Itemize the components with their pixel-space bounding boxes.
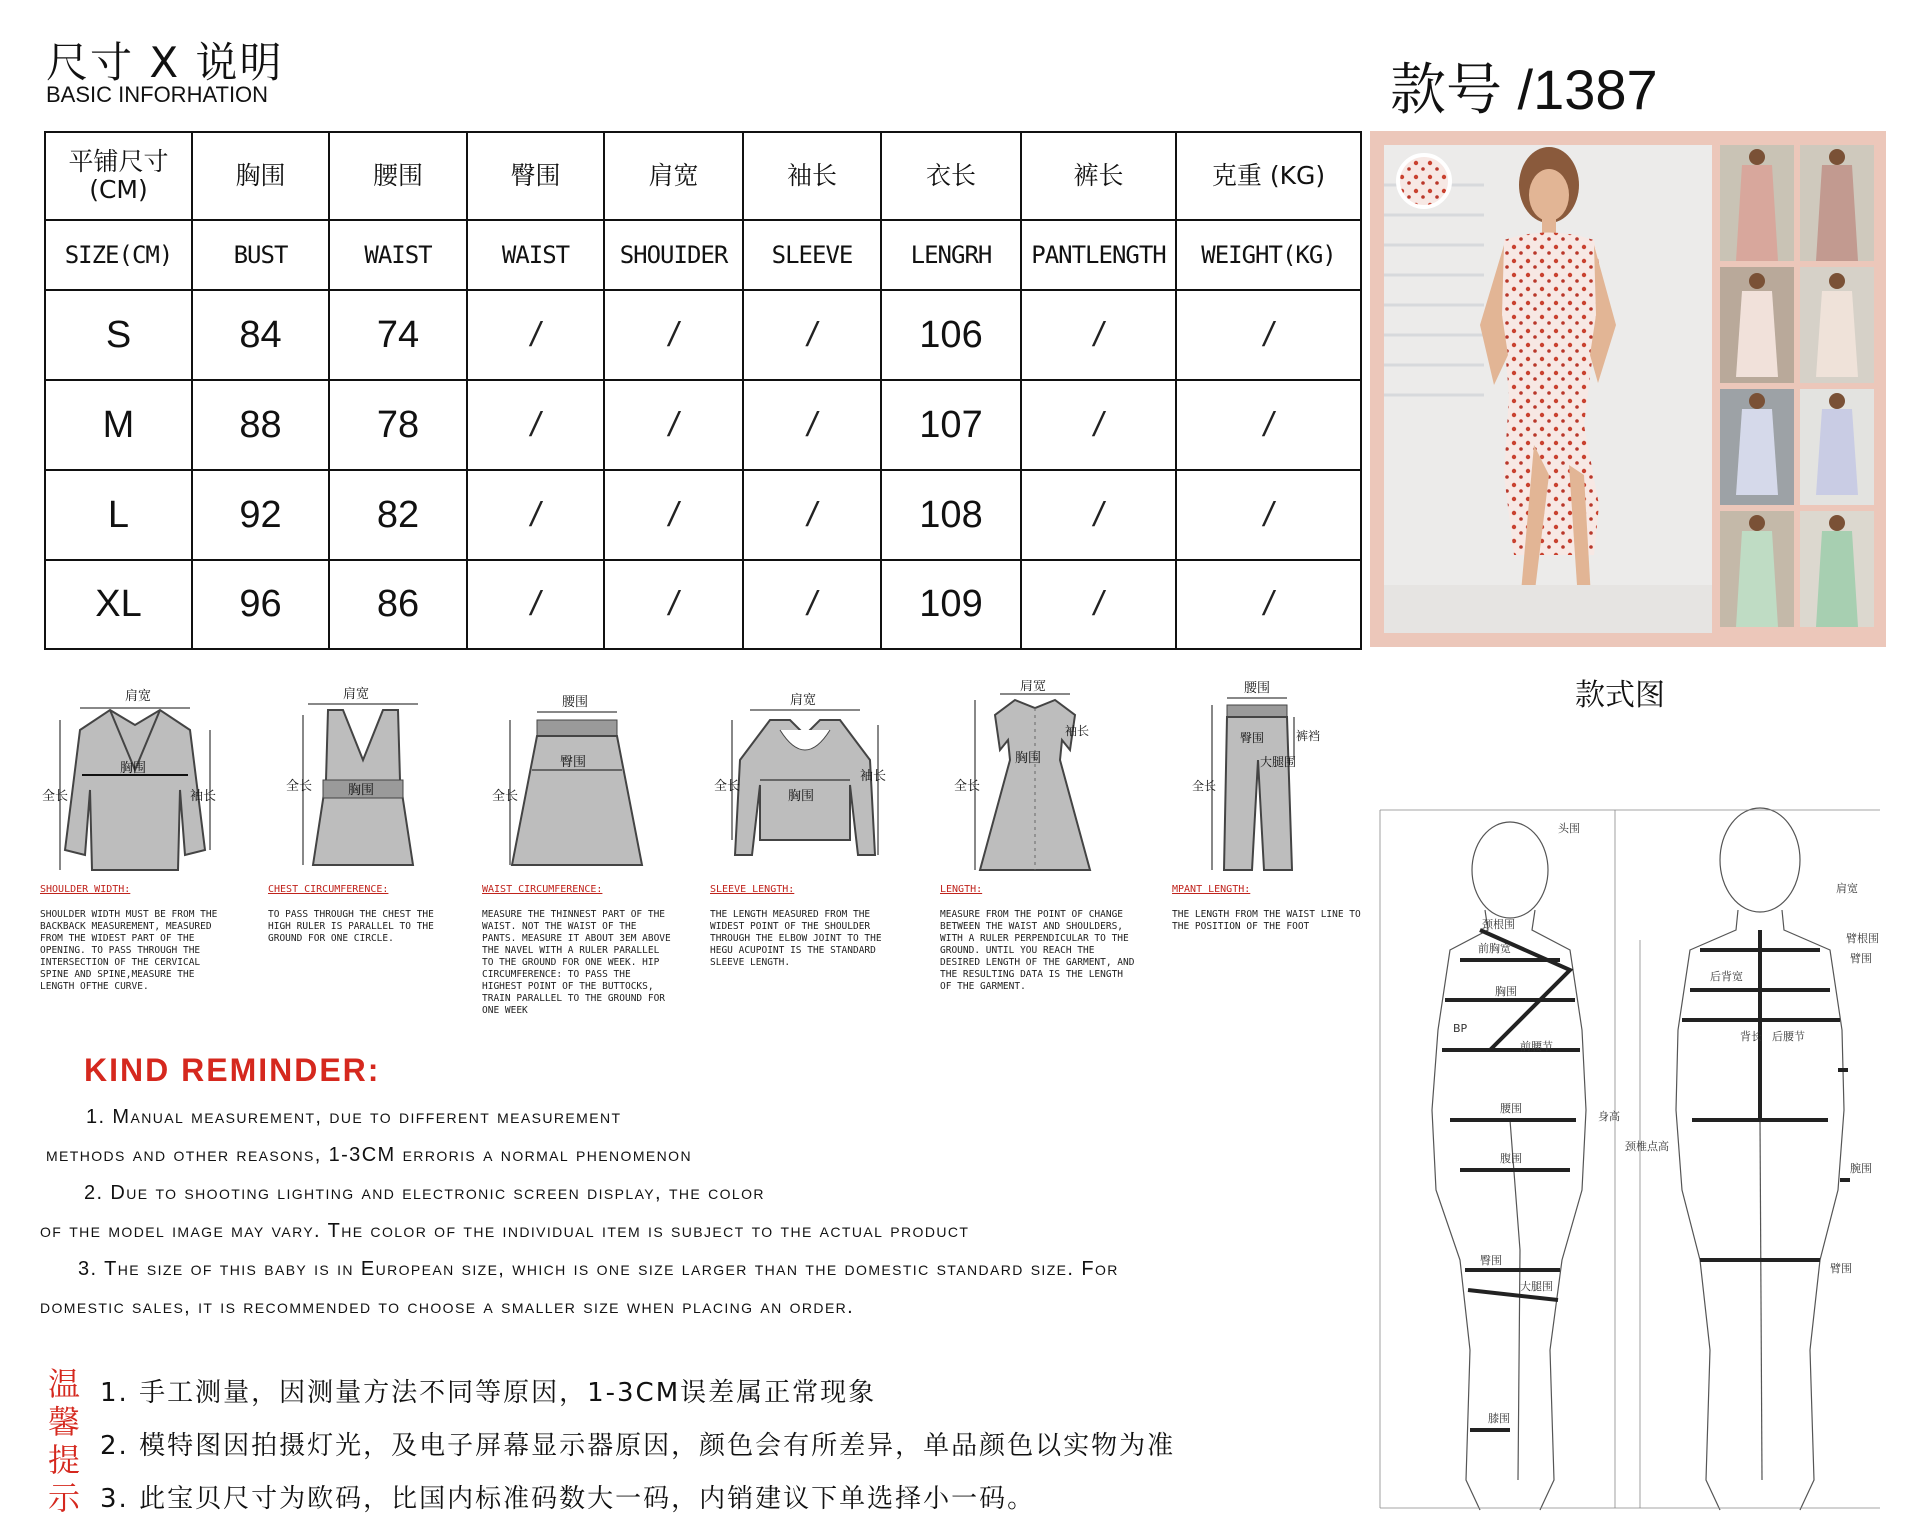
svg-text:袖长: 袖长 [1065, 724, 1090, 738]
label-height: 身高 [1598, 1110, 1620, 1123]
header-cell: LENGRH [881, 220, 1021, 290]
header-cell: 肩宽 [604, 132, 743, 220]
tank-top-icon [268, 680, 458, 880]
svg-text:肩宽: 肩宽 [790, 693, 817, 708]
shoulder-cell: / [604, 470, 743, 560]
label-front-chest: 前胸宽 [1478, 942, 1511, 955]
body-measurement-chart [1370, 790, 1890, 1530]
svg-text:腰围: 腰围 [562, 695, 589, 710]
header-cell: SIZE(CM) [45, 220, 192, 290]
table-row [45, 290, 1361, 380]
bust-cell: 92 [192, 470, 329, 560]
reminder-en-line: 1. Manual measurement, due to different measurement [86, 1106, 622, 1128]
measure-guide-jacket [40, 680, 230, 993]
svg-text:裤裆: 裤裆 [1296, 729, 1321, 743]
measure-description: MEASURE FROM THE POINT OF CHANGE BETWEEN THE WAIST AND SHOULDERS, WITH A RULER PERPENDICULAR TO THE GROUND. UNTIL YOU REACH THE DESIRED LENGTH OF THE GARMENT, AND THE RESULTING DATA IS THE LENGTH OF THE GARMENT. [940, 909, 1135, 992]
svg-text:胸围: 胸围 [1015, 751, 1042, 766]
header-cell: 平铺尺寸 (CM) [45, 132, 192, 220]
size-cell: L [45, 470, 192, 560]
measure-guide-skirt [482, 680, 672, 1017]
reminder-en-line: 2. Due to shooting lighting and electronic screen display, the color [84, 1182, 765, 1204]
header-cell: WEIGHT(KG) [1176, 220, 1361, 290]
label-arm-root: 臂根围 [1846, 932, 1879, 945]
svg-text:袖长: 袖长 [860, 769, 887, 784]
shoulder-cell: / [604, 290, 743, 380]
photo-caption: 款式图 [1575, 678, 1665, 713]
svg-text:全长: 全长 [492, 789, 519, 804]
hip-cell: / [467, 380, 604, 470]
label-front-waist: 前腰节 [1520, 1040, 1553, 1053]
measure-description: TO PASS THROUGH THE CHEST THE HIGH RULER IS PARALLEL TO THE GROUND FOR ONE CIRCLE. [268, 909, 434, 944]
shoulder-cell: / [604, 560, 743, 649]
reminder-en-line: methods and other reasons, 1-3CM erroris a normal phenomenon [46, 1144, 692, 1166]
table-row [45, 560, 1361, 649]
waist-cell: 78 [329, 380, 467, 470]
skirt-icon [482, 680, 672, 880]
bust-cell: 96 [192, 560, 329, 649]
size-cell: S [45, 290, 192, 380]
label-knee: 膝围 [1488, 1412, 1510, 1425]
length-cell: 109 [881, 560, 1021, 649]
label-bp: BP [1453, 1022, 1468, 1035]
measure-description: MEASURE THE THINNEST PART OF THE WAIST. NOT THE WAIST OF THE PANTS. MEASURE IT ABOUT 3EM ABOVE THE NAVEL WITH A RULER PARALLEL TO THE GROUND FOR ONE WEEK. HIP CIRCUMFERENCE: TO PASS THE HIGHEST POINT OF THE BUTTOCKS, TRAIN PARALLEL TO THE GROUND FOR ONE WEEK [482, 909, 671, 1016]
svg-text:全长: 全长 [714, 779, 741, 794]
waist-cell: 74 [329, 290, 467, 380]
pant-length-cell: / [1021, 470, 1176, 560]
svg-text:大腿围: 大腿围 [1260, 755, 1297, 769]
header-cell: WAIST [467, 220, 604, 290]
weight-cell: / [1176, 470, 1361, 560]
measure-description: SHOULDER WIDTH MUST BE FROM THE BACKBACK MEASUREMENT, MEASURED FROM THE WIDEST PART OF THE OPENING. TO PASS THROUGH THE INTERSECTION OF THE CERVICAL SPINE AND SPINE,MEASURE THE LENGTH OFTHE CURVE. [40, 909, 218, 992]
reminder-en-line: 3. The size of this baby is in European size, which is one size larger than the domestic standard size. For [78, 1258, 1119, 1280]
thumbnail [1720, 389, 1794, 505]
reminder-cn-title: 温 馨 提 示 [47, 1365, 80, 1517]
thumbnail [1800, 267, 1874, 383]
page-title: 尺寸 X 说明 [46, 38, 284, 87]
table-row [45, 470, 1361, 560]
dress-icon [940, 680, 1130, 880]
label-wrist: 腕围 [1850, 1162, 1872, 1175]
reminder-en-line: of the model image may vary. The color of the individual item is subject to the actual product [40, 1220, 970, 1242]
sleeve-cell: / [743, 290, 881, 380]
body-figure-icon [1370, 790, 1890, 1530]
thumbnail [1720, 511, 1794, 627]
measure-title: SHOULDER WIDTH: [40, 884, 131, 895]
length-cell: 107 [881, 380, 1021, 470]
header-cell: SLEEVE [743, 220, 881, 290]
size-cell: M [45, 380, 192, 470]
svg-text:胸围: 胸围 [788, 789, 815, 804]
svg-text:臀围: 臀围 [560, 755, 587, 770]
measure-guide-dress [940, 680, 1140, 993]
measure-guide-sweater [710, 680, 900, 969]
svg-text:腰围: 腰围 [1244, 681, 1271, 696]
header-cell: PANTLENGTH [1021, 220, 1176, 290]
header-cell: 袖长 [743, 132, 881, 220]
shoulder-cell: / [604, 380, 743, 470]
reminder-cn-line: 2. 模特图因拍摄灯光，及电子屏幕显示器原因，颜色会有所差异，单品颜色以实物为准 [100, 1431, 1176, 1461]
svg-text:袖长: 袖长 [190, 789, 217, 804]
header-cell: 胸围 [192, 132, 329, 220]
header-cell: SHOUIDER [604, 220, 743, 290]
label-hip: 臀围 [1480, 1254, 1502, 1267]
header-cell: WAIST [329, 220, 467, 290]
label-neck-height: 颈椎点高 [1625, 1140, 1669, 1153]
label-waist: 腰围 [1500, 1102, 1522, 1115]
measure-description: THE LENGTH MEASURED FROM THE WIDEST POINT OF THE SHOULDER THROUGH THE ELBOW JOINT TO THE HEGU ACUPOINT IS THE STANDARD SLEEVE LENGTH. [710, 909, 882, 968]
thumbnail [1800, 511, 1874, 627]
length-cell: 106 [881, 290, 1021, 380]
label-back-width: 后背宽 [1710, 970, 1743, 983]
pant-length-cell: / [1021, 380, 1176, 470]
thumbnail [1800, 389, 1874, 505]
weight-cell: / [1176, 380, 1361, 470]
label-arm-lower: 臂围 [1830, 1262, 1852, 1275]
waist-cell: 86 [329, 560, 467, 649]
table-header-cn-row [45, 132, 1361, 220]
thumbnail [1800, 145, 1874, 261]
measure-description: THE LENGTH FROM THE WAIST LINE TO THE POSITION OF THE FOOT [1172, 909, 1361, 932]
reminder-cn-line: 1. 手工测量，因测量方法不同等原因，1-3CM误差属正常现象 [100, 1378, 877, 1408]
sleeve-cell: / [743, 380, 881, 470]
label-back-length: 背长 [1740, 1030, 1762, 1043]
measure-guide-tank [268, 680, 458, 945]
label-head: 头围 [1558, 822, 1580, 835]
pants-icon [1172, 680, 1362, 880]
sleeve-cell: / [743, 560, 881, 649]
thumbnail [1720, 267, 1794, 383]
page-subtitle: BASIC INFORHATION [46, 82, 269, 107]
sweater-icon [710, 680, 900, 880]
bust-cell: 88 [192, 380, 329, 470]
svg-text:肩宽: 肩宽 [343, 687, 370, 702]
size-cell: XL [45, 560, 192, 649]
measure-guide-pants [1172, 680, 1367, 933]
label-neck: 颈根围 [1482, 918, 1515, 931]
header-cell: BUST [192, 220, 329, 290]
table-header-en-row [45, 220, 1361, 290]
product-photo-main [1384, 145, 1712, 633]
header-cell: 腰围 [329, 132, 467, 220]
label-back-waist: 后腰节 [1772, 1030, 1805, 1043]
model-photo-icon [1384, 145, 1712, 633]
weight-cell: / [1176, 560, 1361, 649]
svg-text:胸围: 胸围 [120, 761, 147, 776]
label-belly: 腹围 [1500, 1152, 1522, 1165]
reminder-title: KIND REMINDER: [84, 1052, 381, 1088]
thumbnail [1720, 145, 1794, 261]
length-cell: 108 [881, 470, 1021, 560]
hip-cell: / [467, 560, 604, 649]
sleeve-cell: / [743, 470, 881, 560]
style-number: 款号 /1387 [1390, 58, 1658, 121]
size-table [44, 131, 1362, 650]
svg-text:全长: 全长 [1192, 779, 1217, 793]
svg-text:全长: 全长 [954, 779, 981, 794]
label-shoulder: 肩宽 [1836, 882, 1858, 895]
svg-text:肩宽: 肩宽 [1020, 680, 1047, 694]
measure-title: LENGTH: [940, 884, 983, 895]
pant-length-cell: / [1021, 560, 1176, 649]
reminder-cn-line: 3. 此宝贝尺寸为欧码，比国内标准码数大一码，内销建议下单选择小一码。 [100, 1484, 1036, 1514]
hip-cell: / [467, 290, 604, 380]
svg-text:胸围: 胸围 [348, 783, 375, 798]
measure-title: WAIST CIRCUMFERENCE: [482, 884, 603, 895]
bust-cell: 84 [192, 290, 329, 380]
weight-cell: / [1176, 290, 1361, 380]
reminder-en-line: domestic sales, it is recommended to choose a smaller size when placing an order. [40, 1296, 855, 1318]
pant-length-cell: / [1021, 290, 1176, 380]
table-row [45, 380, 1361, 470]
label-chest: 胸围 [1495, 985, 1517, 998]
header-cell: 裤长 [1021, 132, 1176, 220]
svg-text:全长: 全长 [42, 789, 69, 804]
svg-text:肩宽: 肩宽 [125, 689, 152, 704]
svg-text:臀围: 臀围 [1240, 731, 1265, 745]
measure-title: MPANT LENGTH: [1172, 884, 1251, 895]
header-cell: 克重 (KG) [1176, 132, 1361, 220]
header-cell: 臀围 [467, 132, 604, 220]
label-arm: 臂围 [1850, 952, 1872, 965]
jacket-icon [40, 680, 230, 880]
svg-text:全长: 全长 [286, 779, 313, 794]
measure-title: CHEST CIRCUMFERENCE: [268, 884, 389, 895]
measure-title: SLEEVE LENGTH: [710, 884, 795, 895]
header-cell: 衣长 [881, 132, 1021, 220]
label-thigh: 大腿围 [1520, 1280, 1553, 1293]
hip-cell: / [467, 470, 604, 560]
waist-cell: 82 [329, 470, 467, 560]
